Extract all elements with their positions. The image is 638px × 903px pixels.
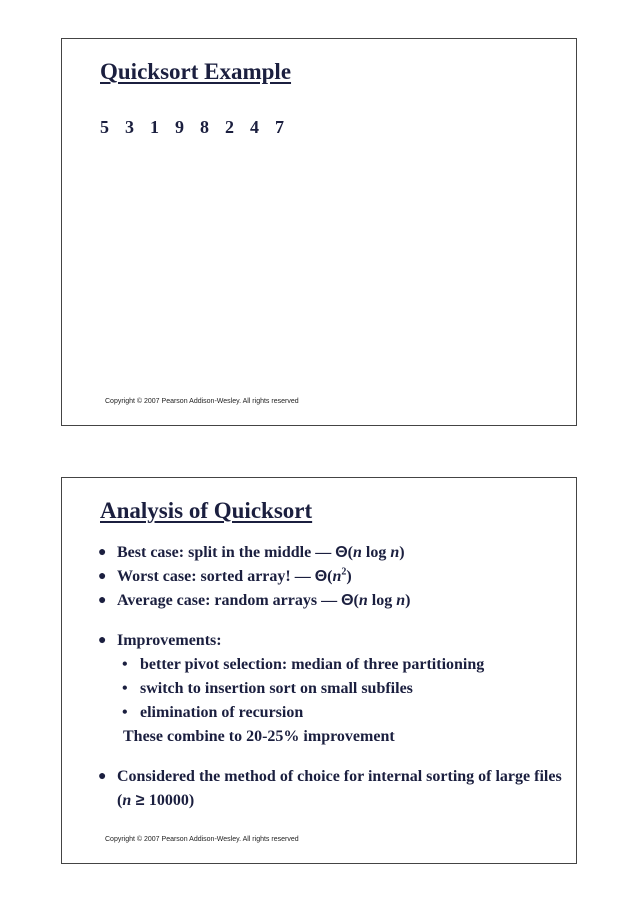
sequence-item: 1 xyxy=(150,117,159,137)
copyright-notice: Copyright © 2007 Pearson Addison-Wesley. All rights reserved xyxy=(105,398,299,405)
sequence-item: 2 xyxy=(225,117,234,137)
improvement-note: These combine to 20-25% improvement xyxy=(123,728,395,745)
slide-title: Analysis of Quicksort xyxy=(100,498,313,523)
spacer xyxy=(97,749,567,765)
bullet-method-of-choice: ● Considered the method of choice for internal sorting of large files (n ≥ 10000) xyxy=(97,765,567,813)
number-sequence xyxy=(100,117,300,138)
sub-bullet-dot-icon: • xyxy=(122,680,128,697)
sequence-item: 3 xyxy=(125,117,134,137)
bullet-worst-case: ● Worst case: sorted array! — $\Theta(n^2)$ xyxy=(97,565,567,589)
sub-bullet-pivot: • better pivot selection: median of three partitioning xyxy=(97,653,567,677)
sub-bullet-dot-icon: • xyxy=(122,704,128,721)
bullet-dot-icon: ● xyxy=(98,633,107,648)
slide-title: Quicksort Example xyxy=(100,59,292,84)
sequence-item: 4 xyxy=(250,117,259,137)
bullet-dot-icon: ● xyxy=(98,769,107,784)
bullet-dot-icon: ● xyxy=(98,545,107,560)
bullet-dot-icon: ● xyxy=(98,569,107,584)
sub-bullet-recursion: • elimination of recursion xyxy=(97,701,567,725)
bullet-improvements: ● Improvements: xyxy=(97,629,567,653)
bullet-list xyxy=(97,541,567,813)
sequence-item: 7 xyxy=(275,117,284,137)
slide-quicksort-example xyxy=(61,38,577,426)
sequence-item: 8 xyxy=(200,117,209,137)
slide-analysis-of-quicksort xyxy=(61,477,577,864)
copyright-notice: Copyright © 2007 Pearson Addison-Wesley. All rights reserved xyxy=(105,836,299,843)
bullet-average-case: ● Average case: random arrays — Θ(n log n) xyxy=(97,589,567,613)
bullet-best-case: ● Best case: split in the middle — Θ(n log n) xyxy=(97,541,567,565)
sub-bullet-dot-icon: • xyxy=(122,656,128,673)
spacer xyxy=(97,613,567,629)
bullet-dot-icon: ● xyxy=(98,593,107,608)
sub-bullet-insertion-sort: • switch to insertion sort on small subfiles xyxy=(97,677,567,701)
sequence-item: 5 xyxy=(100,117,109,137)
sequence-item: 9 xyxy=(175,117,184,137)
